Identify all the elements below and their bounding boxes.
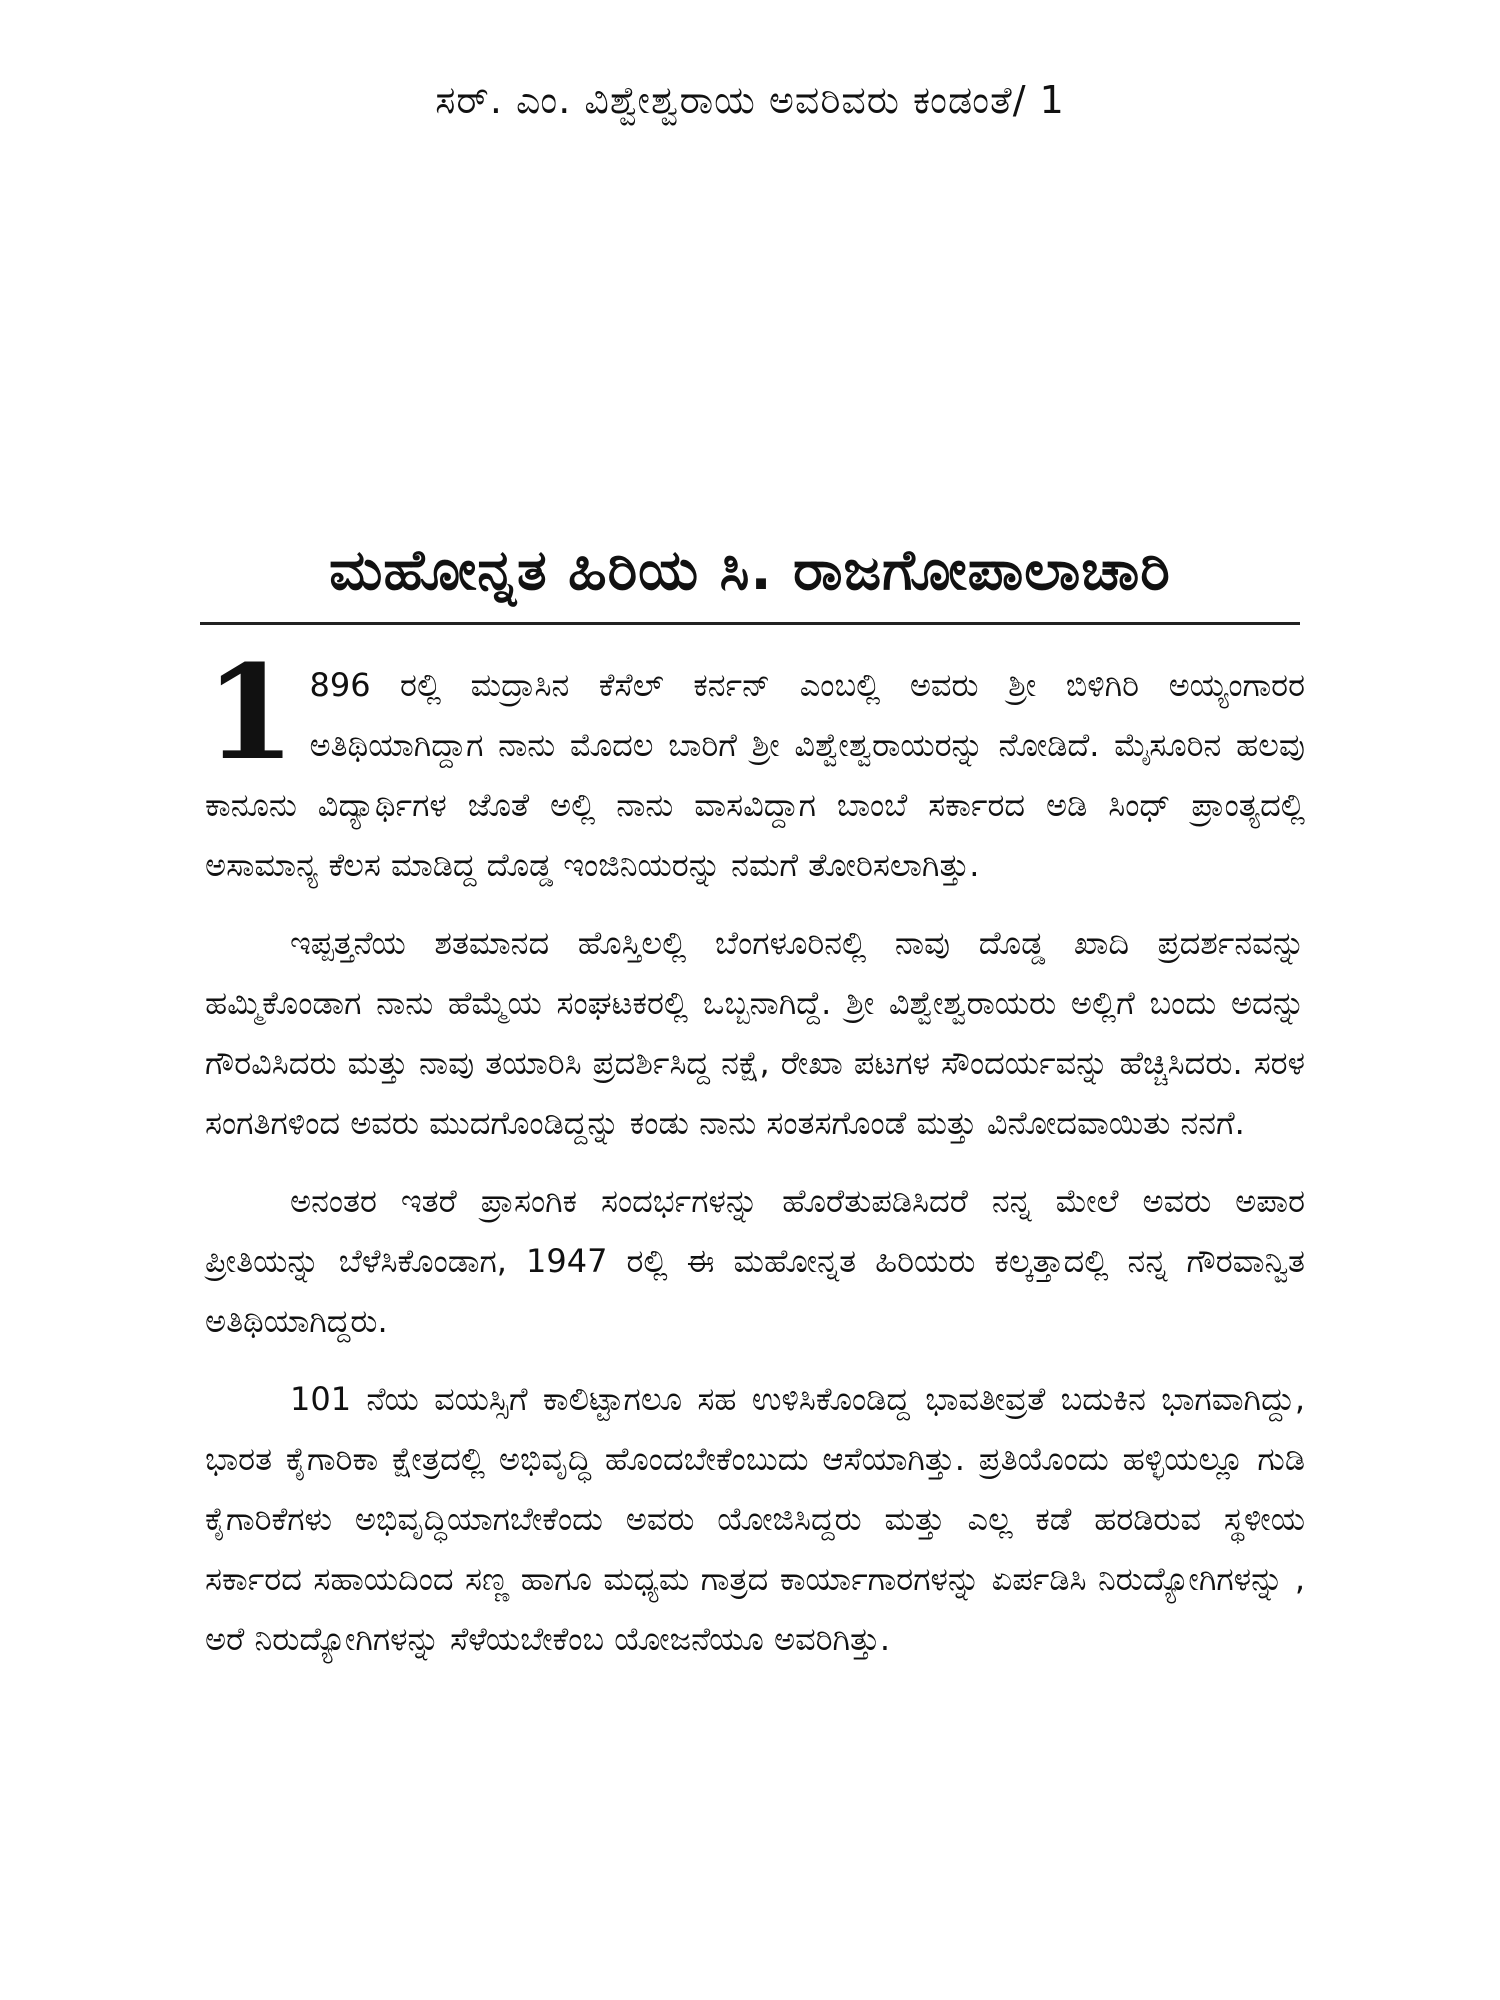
paragraph-1-text: 896 ರಲ್ಲಿ ಮದ್ರಾಸಿನ ಕೆಸೆಲ್ ಕರ್ನನ್ ಎಂಬಲ್ಲಿ ಅವರು ಶ್ರೀ ಬಿಳಿಗಿರಿ ಅಯ್ಯಂಗಾರರ ಅತಿಥಿಯಾಗಿದ್ದಾಗ ನಾನು ಮೊದಲ ಬಾರಿಗೆ ಶ್ರೀ ವಿಶ್ವೇಶ್ವರಾಯರನ್ನು ನೋಡಿದೆ. ಮೈಸೂರಿನ ಹಲವು ಕಾನೂನು ವಿದ್ಯಾರ್ಥಿಗಳ ಜೊತೆ ಅಲ್ಲಿ ನಾನು ವಾಸವಿದ್ದಾಗ ಬಾಂಬೆ ಸರ್ಕಾರದ ಅಡಿ ಸಿಂಧ್ ಪ್ರಾಂತ್ಯದಲ್ಲಿ ಅಸಾಮಾನ್ಯ ಕೆಲಸ ಮಾಡಿದ್ದ ದೊಡ್ಡ ಇಂಜಿನಿಯರನ್ನು ನಮಗೆ ತೋರಿಸಲಾಗಿತ್ತು. (205, 666, 1305, 884)
paragraph-3: ಅನಂತರ ಇತರೆ ಪ್ರಾಸಂಗಿಕ ಸಂದರ್ಭಗಳನ್ನು ಹೊರೆತುಪಡಿಸಿದರೆ ನನ್ನ ಮೇಲೆ ಅವರು ಅಪಾರ ಪ್ರೀತಿಯನ್ನು ಬೆಳೆಸಿಕೊಂಡಾಗ, 1947 ರಲ್ಲಿ ಈ ಮಹೋನ್ನತ ಹಿರಿಯರು ಕಲ್ಕತ್ತಾದಲ್ಲಿ ನನ್ನ ಗೌರವಾನ್ವಿತ ಅತಿಥಿಯಾಗಿದ್ದರು. (205, 1182, 1305, 1340)
drop-cap: 1 (205, 636, 296, 789)
paragraph-2: ಇಪ್ಪತ್ತನೆಯ ಶತಮಾನದ ಹೊಸ್ತಿಲಲ್ಲಿ ಬೆಂಗಳೂರಿನಲ್ಲಿ ನಾವು ದೊಡ್ಡ ಖಾದಿ ಪ್ರದರ್ಶನವನ್ನು ಹಮ್ಮಿಕೊಂಡಾಗ ನಾನು ಹೆಮ್ಮೆಯ ಸಂಘಟಕರಲ್ಲಿ ಒಬ್ಬನಾಗಿದ್ದೆ. ಶ್ರೀ ವಿಶ್ವೇಶ್ವರಾಯರು ಅಲ್ಲಿಗೆ ಬಂದು ಅದನ್ನು ಗೌರವಿಸಿದರು ಮತ್ತು ನಾವು ತಯಾರಿಸಿ ಪ್ರದರ್ಶಿಸಿದ್ದ ನಕ್ಷೆ, ರೇಖಾ ಪಟಗಳ ಸೌಂದರ್ಯವನ್ನು ಹೆಚ್ಚಿಸಿದರು. ಸರಳ ಸಂಗತಿಗಳಿಂದ ಅವರು ಮುದಗೊಂಡಿದ್ದನ್ನು ಕಂಡು ನಾನು ಸಂತಸಗೊಂಡೆ ಮತ್ತು ವಿನೋದವಾಯಿತು ನನಗೆ. (205, 924, 1305, 1142)
chapter-title: ಮಹೋನ್ನತ ಹಿರಿಯ ಸಿ. ರಾಜಗೋಪಾಲಾಚಾರಿ (200, 538, 1300, 625)
body-text (205, 636, 1305, 1687)
running-header: ಸರ್. ಎಂ. ವಿಶ್ವೇಶ್ವರಾಯ ಅವರಿವರು ಕಂಡಂತೆ/ 1 (435, 78, 1065, 122)
paragraph-4: 101 ನೆಯ ವಯಸ್ಸಿಗೆ ಕಾಲಿಟ್ಟಾಗಲೂ ಸಹ ಉಳಿಸಿಕೊಂಡಿದ್ದ ಭಾವತೀವ್ರತೆ ಬದುಕಿನ ಭಾಗವಾಗಿದ್ದು, ಭಾರತ ಕೈಗಾರಿಕಾ ಕ್ಷೇತ್ರದಲ್ಲಿ ಅಭಿವೃದ್ಧಿ ಹೊಂದಬೇಕೆಂಬುದು ಆಸೆಯಾಗಿತ್ತು. ಪ್ರತಿಯೊಂದು ಹಳ್ಳಿಯಲ್ಲೂ ಗುಡಿ ಕೈಗಾರಿಕೆಗಳು ಅಭಿವೃದ್ಧಿಯಾಗಬೇಕೆಂದು ಅವರು ಯೋಜಿಸಿದ್ದರು ಮತ್ತು ಎಲ್ಲ ಕಡೆ ಹರಡಿರುವ ಸ್ಥಳೀಯ ಸರ್ಕಾರದ ಸಹಾಯದಿಂದ ಸಣ್ಣ ಹಾಗೂ ಮಧ್ಯಮ ಗಾತ್ರದ ಕಾರ್ಯಾಗಾರಗಳನ್ನು ಏರ್ಪಡಿಸಿ ನಿರುದ್ಯೋಗಿಗಳನ್ನು , ಅರೆ ನಿರುದ್ಯೋಗಿಗಳನ್ನು ಸೆಳೆಯಬೇಕೆಂಬ ಯೋಜನೆಯೂ ಅವರಿಗಿತ್ತು. (205, 1380, 1305, 1658)
paragraph-1 (205, 636, 1305, 895)
